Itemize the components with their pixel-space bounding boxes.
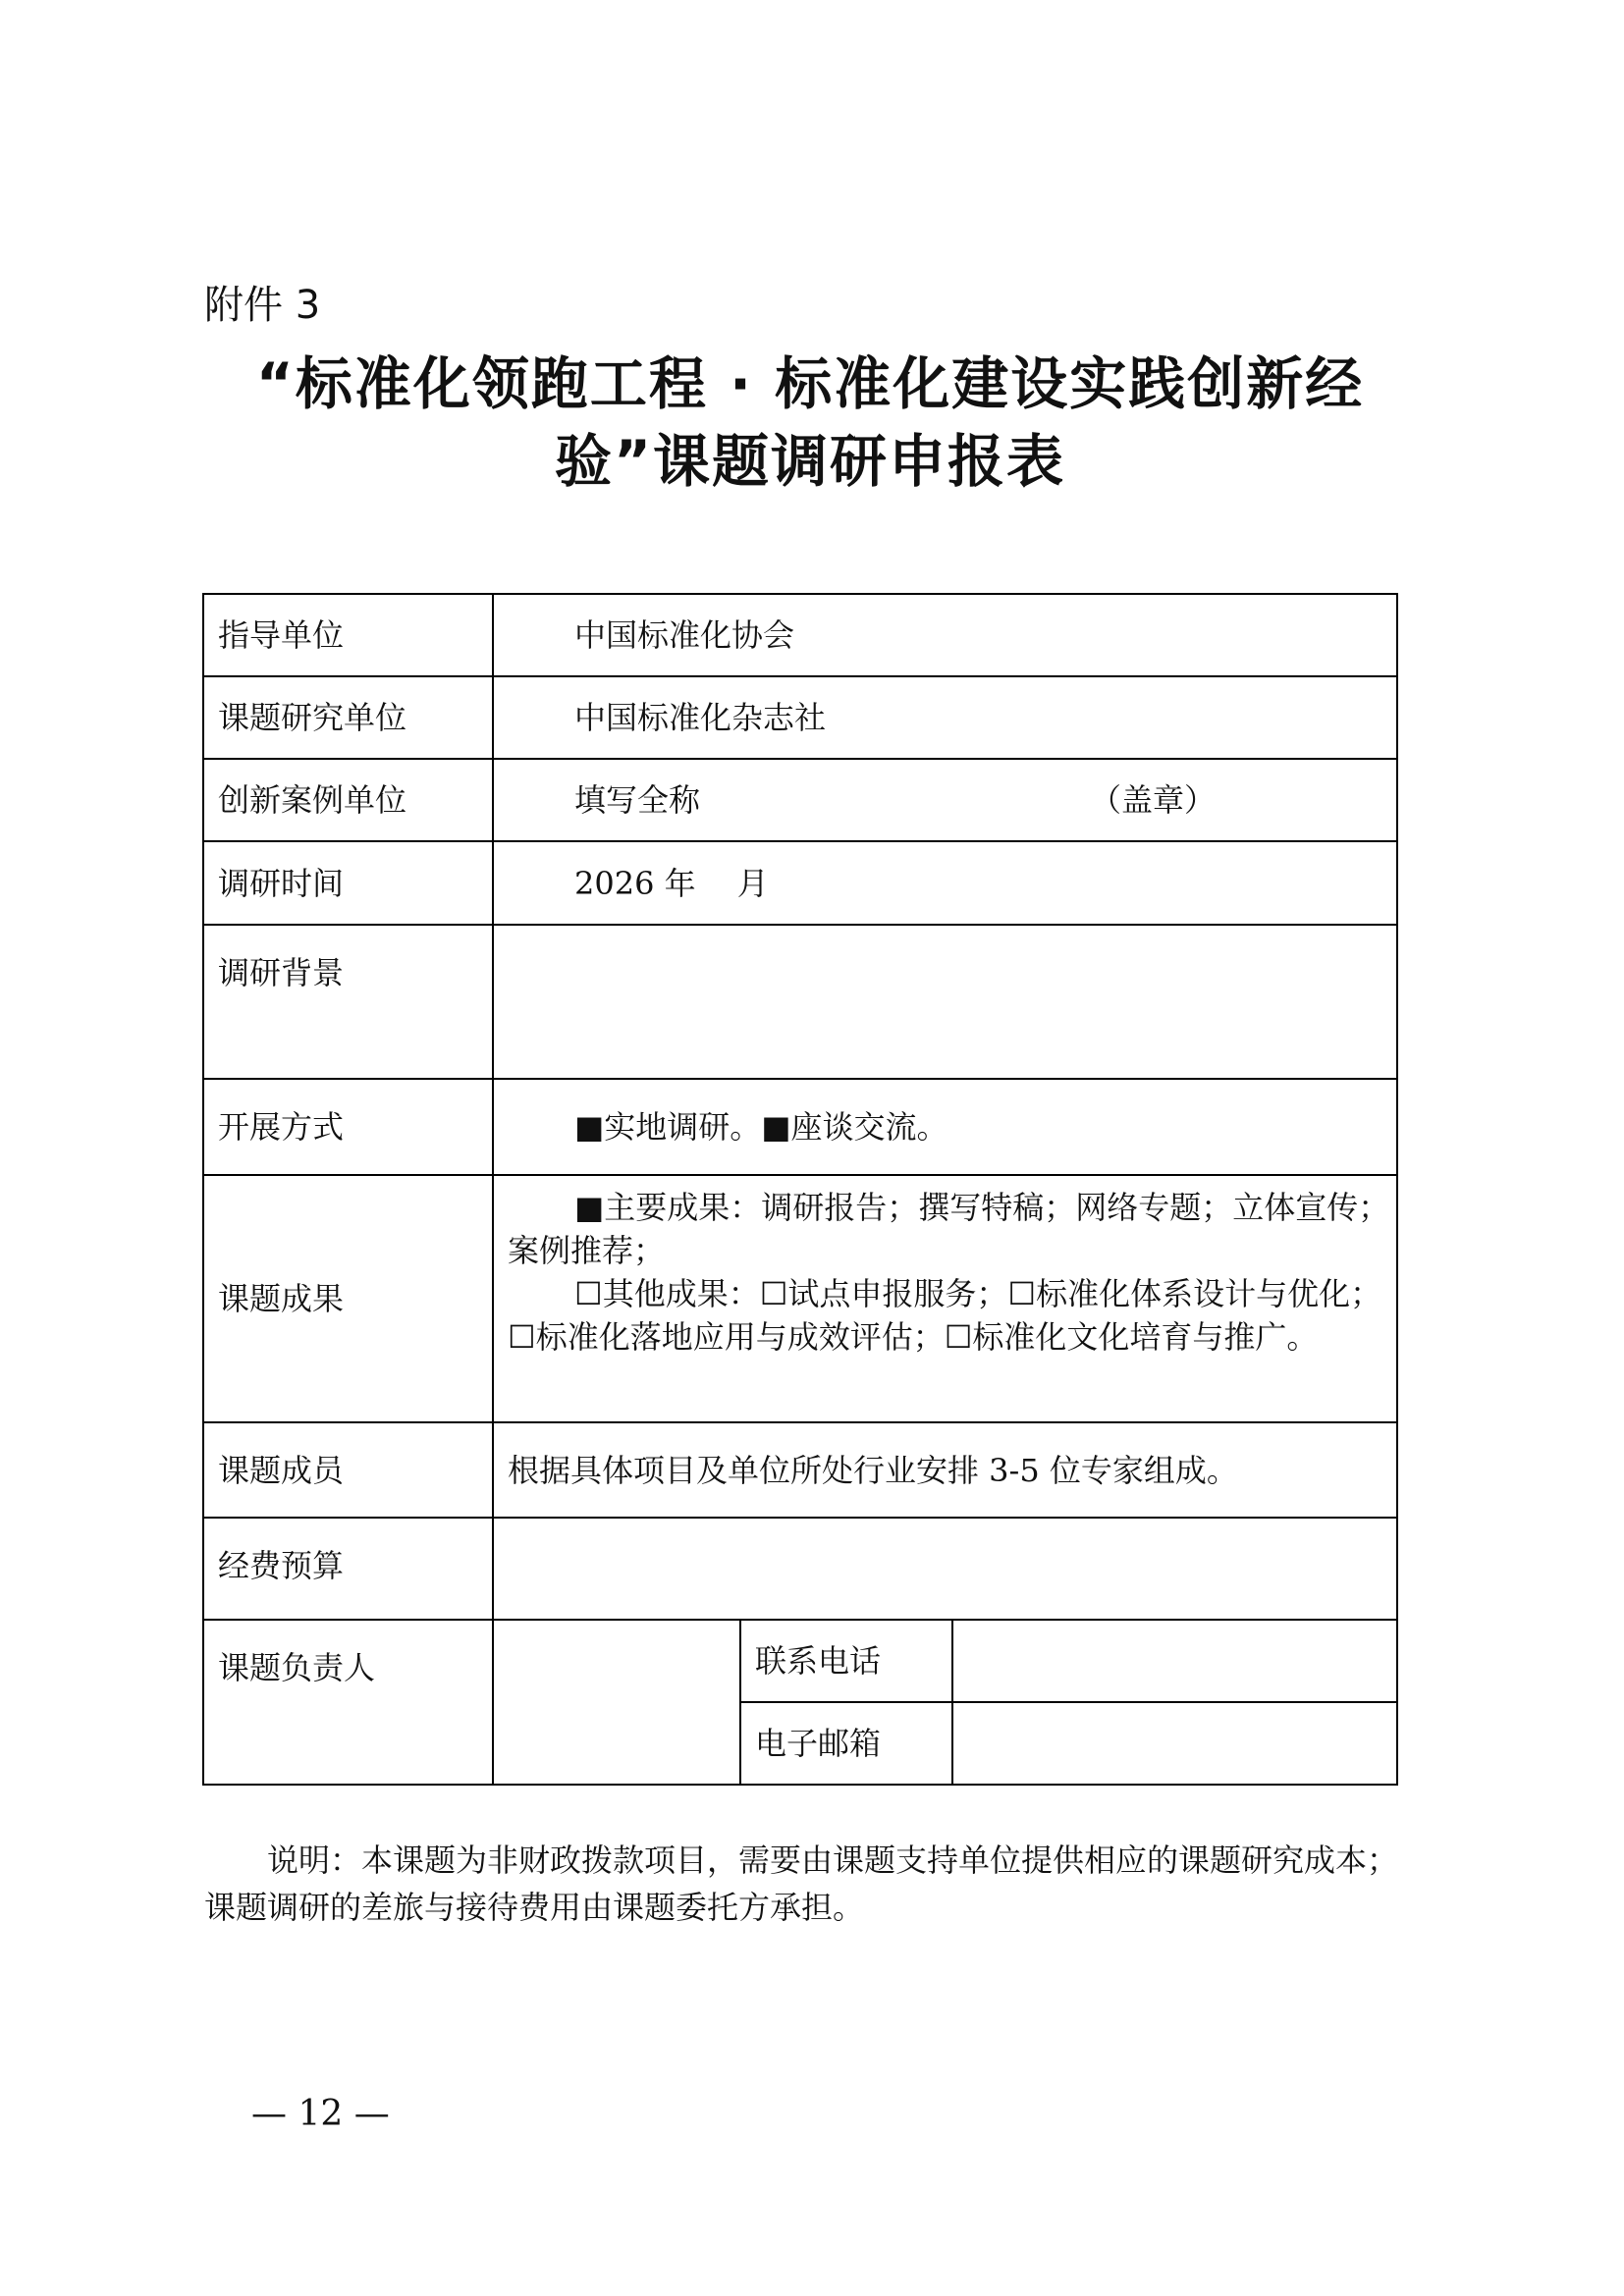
leader-value[interactable] (493, 1620, 740, 1785)
results-line-2: 案例推荐； (508, 1232, 666, 1269)
guide-unit-label: 指导单位 (203, 594, 493, 676)
row-background (203, 925, 1397, 1079)
research-unit-value (493, 676, 1397, 759)
title-line-1: “标准化领跑工程 · 标准化建设实践创新经 (255, 350, 1365, 417)
results-line-1: ■主要成果：调研报告；撰写特稿；网络专题；立体宣传； (574, 1189, 1390, 1226)
results-value (493, 1175, 1397, 1422)
research-unit-text: 中国标准化杂志社 (574, 699, 827, 736)
email-label: 电子邮箱 (740, 1702, 952, 1785)
guide-unit-text: 中国标准化协会 (574, 616, 795, 654)
page-number: — 12 — (251, 2094, 390, 2134)
document-title (196, 346, 1424, 501)
research-time-text: 2026 年 月 (574, 864, 769, 902)
row-research-time (203, 841, 1397, 925)
guide-unit-value (493, 594, 1397, 676)
leader-label: 课题负责人 (203, 1620, 493, 1785)
members-text: 根据具体项目及单位所处行业安排 3-5 位专家组成。 (508, 1451, 1238, 1489)
research-time-label: 调研时间 (203, 841, 493, 925)
results-line-3: ☐其他成果：☐试点申报服务；☐标准化体系设计与优化； (574, 1275, 1382, 1312)
application-form-table (202, 593, 1398, 1786)
row-budget (203, 1518, 1397, 1620)
members-label: 课题成员 (203, 1422, 493, 1518)
method-text: ■实地调研。■座谈交流。 (574, 1108, 948, 1146)
row-guide-unit (203, 594, 1397, 676)
row-leader-phone (203, 1620, 1397, 1702)
results-line-4: ☐标准化落地应用与成效评估；☐标准化文化培育与推广。 (508, 1318, 1319, 1356)
budget-value[interactable] (493, 1518, 1397, 1620)
row-method (203, 1079, 1397, 1175)
case-unit-label: 创新案例单位 (203, 759, 493, 841)
case-unit-value[interactable] (493, 759, 1397, 841)
seal-note: （盖章） (1089, 781, 1216, 819)
method-value (493, 1079, 1397, 1175)
explanation-note (204, 1837, 1412, 1931)
note-line-1: 说明：本课题为非财政拨款项目，需要由课题支持单位提供相应的课题研究成本； (267, 1842, 1399, 1879)
background-value[interactable] (493, 925, 1397, 1079)
row-members (203, 1422, 1397, 1518)
results-label: 课题成果 (203, 1175, 493, 1422)
research-unit-label: 课题研究单位 (203, 676, 493, 759)
background-label: 调研背景 (203, 925, 493, 1079)
attachment-label: 附件 3 (204, 283, 321, 328)
note-line-2: 课题调研的差旅与接待费用由课题委托方承担。 (204, 1889, 865, 1926)
row-research-unit (203, 676, 1397, 759)
email-value[interactable] (952, 1702, 1397, 1785)
case-unit-text: 填写全称 (574, 781, 701, 819)
row-results (203, 1175, 1397, 1422)
phone-value[interactable] (952, 1620, 1397, 1702)
budget-label: 经费预算 (203, 1518, 493, 1620)
method-label: 开展方式 (203, 1079, 493, 1175)
research-time-value[interactable] (493, 841, 1397, 925)
members-value (493, 1422, 1397, 1518)
row-case-unit (203, 759, 1397, 841)
phone-label: 联系电话 (740, 1620, 952, 1702)
title-line-2: 验”课题调研申报表 (554, 428, 1066, 495)
